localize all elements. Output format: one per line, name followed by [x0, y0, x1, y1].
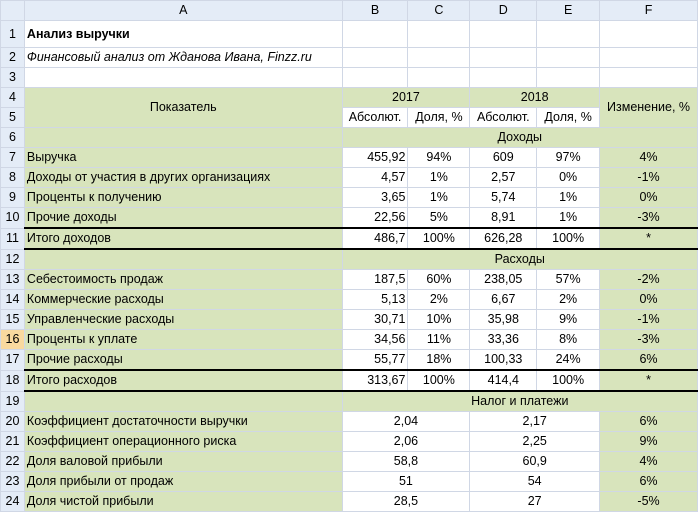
cell[interactable]: 54: [470, 472, 600, 492]
sheet-subtitle[interactable]: Финансовый анализ от Жданова Ивана, Finzz.ru: [24, 48, 342, 68]
cell[interactable]: 626,28: [470, 228, 537, 249]
cell[interactable]: 6,67: [470, 290, 537, 310]
cell[interactable]: 22,56: [342, 208, 408, 229]
row-header[interactable]: 20: [1, 412, 25, 432]
cell[interactable]: 455,92: [342, 148, 408, 168]
row-header[interactable]: 8: [1, 168, 25, 188]
cell[interactable]: 34,56: [342, 330, 408, 350]
cell[interactable]: 4%: [600, 452, 698, 472]
cell[interactable]: 18%: [408, 350, 470, 371]
cell[interactable]: 2,17: [470, 412, 600, 432]
share-2018-header[interactable]: Доля, %: [537, 108, 600, 128]
row-header[interactable]: 13: [1, 270, 25, 290]
cell[interactable]: 100%: [537, 228, 600, 249]
cell[interactable]: [342, 68, 408, 88]
row-label[interactable]: Прочие доходы: [24, 208, 342, 229]
row-header[interactable]: 18: [1, 370, 25, 391]
row-header[interactable]: 19: [1, 391, 25, 412]
row-header[interactable]: 11: [1, 228, 25, 249]
row-label[interactable]: Доля прибыли от продаж: [24, 472, 342, 492]
cell[interactable]: 2,57: [470, 168, 537, 188]
cell[interactable]: 187,5: [342, 270, 408, 290]
cell[interactable]: 4%: [600, 148, 698, 168]
cell[interactable]: 10%: [408, 310, 470, 330]
select-all-corner[interactable]: [1, 1, 25, 21]
cell[interactable]: 1%: [408, 188, 470, 208]
row-label[interactable]: Себестоимость продаж: [24, 270, 342, 290]
column-header-e[interactable]: E: [537, 1, 600, 21]
cell[interactable]: 30,71: [342, 310, 408, 330]
cell[interactable]: 2%: [408, 290, 470, 310]
section-expenses[interactable]: Расходы: [342, 249, 697, 270]
cell[interactable]: 33,36: [470, 330, 537, 350]
cell[interactable]: 3,65: [342, 188, 408, 208]
cell[interactable]: 51: [342, 472, 470, 492]
cell[interactable]: 2,06: [342, 432, 470, 452]
cell[interactable]: 24%: [537, 350, 600, 371]
row-label[interactable]: Доля валовой прибыли: [24, 452, 342, 472]
cell[interactable]: [408, 21, 470, 48]
row-label[interactable]: Коэффициент достаточности выручки: [24, 412, 342, 432]
row-header[interactable]: 23: [1, 472, 25, 492]
cell[interactable]: 100%: [408, 370, 470, 391]
cell[interactable]: 35,98: [470, 310, 537, 330]
column-header-d[interactable]: D: [470, 1, 537, 21]
row-header[interactable]: 15: [1, 310, 25, 330]
cell[interactable]: 2,04: [342, 412, 470, 432]
cell[interactable]: 6%: [600, 472, 698, 492]
cell[interactable]: 2%: [537, 290, 600, 310]
row-label[interactable]: Управленческие расходы: [24, 310, 342, 330]
row-header[interactable]: 24: [1, 492, 25, 512]
cell[interactable]: [342, 48, 408, 68]
cell[interactable]: 100%: [537, 370, 600, 391]
cell[interactable]: 609: [470, 148, 537, 168]
cell[interactable]: [24, 68, 342, 88]
abs-2018-header[interactable]: Абсолют.: [470, 108, 537, 128]
cell[interactable]: -1%: [600, 168, 698, 188]
row-header[interactable]: 9: [1, 188, 25, 208]
row-header-selected[interactable]: 16: [1, 330, 25, 350]
row-label-total[interactable]: Итого расходов: [24, 370, 342, 391]
change-header[interactable]: Изменение, %: [600, 88, 698, 128]
cell[interactable]: 2,25: [470, 432, 600, 452]
row-label[interactable]: Коммерческие расходы: [24, 290, 342, 310]
section-tax[interactable]: Налог и платежи: [342, 391, 697, 412]
row-label[interactable]: Выручка: [24, 148, 342, 168]
sheet-title[interactable]: Анализ выручки: [24, 21, 342, 48]
cell[interactable]: *: [600, 370, 698, 391]
cell[interactable]: 57%: [537, 270, 600, 290]
cell[interactable]: [600, 21, 698, 48]
cell[interactable]: [470, 48, 537, 68]
cell[interactable]: 313,67: [342, 370, 408, 391]
indicator-header[interactable]: Показатель: [24, 88, 342, 128]
column-header-f[interactable]: F: [600, 1, 698, 21]
year-2018-header[interactable]: 2018: [470, 88, 600, 108]
cell[interactable]: 11%: [408, 330, 470, 350]
cell[interactable]: 60,9: [470, 452, 600, 472]
row-header[interactable]: 10: [1, 208, 25, 229]
cell[interactable]: 6%: [600, 350, 698, 371]
cell[interactable]: [537, 68, 600, 88]
cell[interactable]: [537, 21, 600, 48]
cell[interactable]: 58,8: [342, 452, 470, 472]
cell[interactable]: -3%: [600, 208, 698, 229]
row-label[interactable]: Доходы от участия в других организациях: [24, 168, 342, 188]
cell[interactable]: [24, 249, 342, 270]
row-header[interactable]: 1: [1, 21, 25, 48]
cell[interactable]: 5,13: [342, 290, 408, 310]
row-label[interactable]: Прочие расходы: [24, 350, 342, 371]
row-header[interactable]: 5: [1, 108, 25, 128]
row-label[interactable]: Коэффициент операционного риска: [24, 432, 342, 452]
cell[interactable]: 8%: [537, 330, 600, 350]
row-label[interactable]: Проценты к уплате: [24, 330, 342, 350]
year-2017-header[interactable]: 2017: [342, 88, 470, 108]
cell[interactable]: 9%: [600, 432, 698, 452]
cell[interactable]: 0%: [537, 168, 600, 188]
cell[interactable]: [600, 48, 698, 68]
cell[interactable]: 238,05: [470, 270, 537, 290]
cell[interactable]: -3%: [600, 330, 698, 350]
cell[interactable]: [470, 68, 537, 88]
cell[interactable]: [537, 48, 600, 68]
cell[interactable]: -5%: [600, 492, 698, 512]
cell[interactable]: 414,4: [470, 370, 537, 391]
cell[interactable]: 100%: [408, 228, 470, 249]
cell[interactable]: 27: [470, 492, 600, 512]
cell[interactable]: [342, 21, 408, 48]
cell[interactable]: 4,57: [342, 168, 408, 188]
row-header[interactable]: 6: [1, 128, 25, 148]
cell[interactable]: 5,74: [470, 188, 537, 208]
cell[interactable]: 1%: [537, 188, 600, 208]
cell[interactable]: [24, 128, 342, 148]
cell[interactable]: 28,5: [342, 492, 470, 512]
section-income[interactable]: Доходы: [342, 128, 697, 148]
cell[interactable]: 9%: [537, 310, 600, 330]
cell[interactable]: 8,91: [470, 208, 537, 229]
column-header-c[interactable]: C: [408, 1, 470, 21]
row-header[interactable]: 14: [1, 290, 25, 310]
row-header[interactable]: 7: [1, 148, 25, 168]
cell[interactable]: [600, 68, 698, 88]
row-label[interactable]: Проценты к получению: [24, 188, 342, 208]
cell[interactable]: 1%: [408, 168, 470, 188]
row-label-total[interactable]: Итого доходов: [24, 228, 342, 249]
cell[interactable]: 5%: [408, 208, 470, 229]
cell[interactable]: *: [600, 228, 698, 249]
abs-2017-header[interactable]: Абсолют.: [342, 108, 408, 128]
cell[interactable]: 1%: [537, 208, 600, 229]
cell[interactable]: 0%: [600, 188, 698, 208]
row-header[interactable]: 22: [1, 452, 25, 472]
cell[interactable]: [408, 68, 470, 88]
column-header-b[interactable]: B: [342, 1, 408, 21]
cell[interactable]: 486,7: [342, 228, 408, 249]
cell[interactable]: 6%: [600, 412, 698, 432]
cell[interactable]: 100,33: [470, 350, 537, 371]
cell[interactable]: -1%: [600, 310, 698, 330]
row-header[interactable]: 4: [1, 88, 25, 108]
row-header[interactable]: 2: [1, 48, 25, 68]
cell[interactable]: [408, 48, 470, 68]
cell[interactable]: 94%: [408, 148, 470, 168]
cell[interactable]: 55,77: [342, 350, 408, 371]
cell[interactable]: [470, 21, 537, 48]
row-header[interactable]: 3: [1, 68, 25, 88]
cell[interactable]: 60%: [408, 270, 470, 290]
share-2017-header[interactable]: Доля, %: [408, 108, 470, 128]
row-header[interactable]: 12: [1, 249, 25, 270]
row-label[interactable]: Доля чистой прибыли: [24, 492, 342, 512]
cell[interactable]: 0%: [600, 290, 698, 310]
column-header-a[interactable]: A: [24, 1, 342, 21]
cell[interactable]: 97%: [537, 148, 600, 168]
cell[interactable]: -2%: [600, 270, 698, 290]
row-header[interactable]: 21: [1, 432, 25, 452]
row-header[interactable]: 17: [1, 350, 25, 371]
cell[interactable]: [24, 391, 342, 412]
